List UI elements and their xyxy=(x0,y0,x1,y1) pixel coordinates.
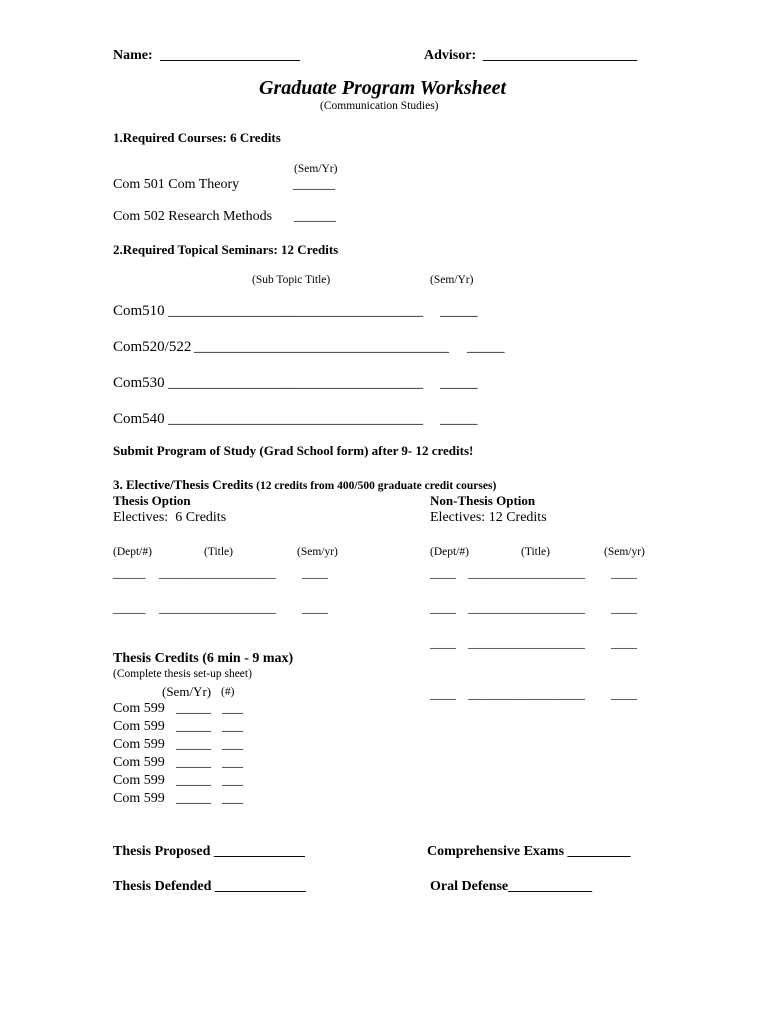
nonthesis-elective-1-semyr-field[interactable]: ____ xyxy=(611,565,637,580)
thesis-com599-4: Com 599 xyxy=(113,755,165,770)
thesis-credits-heading: Thesis Credits (6 min - 9 max) xyxy=(113,651,294,666)
thesis-proposed-field[interactable]: Thesis Proposed _____________ xyxy=(113,844,305,859)
submit-note: Submit Program of Study (Grad School form) after 9- 12 credits! xyxy=(113,443,474,458)
subtopic-label: (Sub Topic Title) xyxy=(252,274,331,286)
thesis-credits-semyr-label: (Sem/Yr) xyxy=(162,684,212,699)
seminar-com510: Com510 xyxy=(113,303,165,319)
thesis-com599-6-semyr-field[interactable]: _____ xyxy=(176,791,211,806)
nonthesis-option-label: Non-Thesis Option xyxy=(430,493,536,508)
nonthesis-electives-label: Electives: 12 Credits xyxy=(430,510,547,525)
seminar-com540-title-field[interactable]: __________________________________ xyxy=(168,411,423,427)
advisor-field[interactable]: ______________________ xyxy=(483,48,637,63)
required-courses-heading-credits: : 6 Credits xyxy=(222,130,281,145)
required-courses-heading xyxy=(113,131,281,144)
seminar-com520: Com520/522 xyxy=(113,339,192,355)
comprehensive-exams-field[interactable]: Comprehensive Exams _________ xyxy=(427,844,631,859)
name-field[interactable]: ____________________ xyxy=(160,48,300,63)
thesis-col-semyr: (Sem/yr) xyxy=(297,546,338,558)
thesis-com599-3-semyr-field[interactable]: _____ xyxy=(176,737,211,752)
nonthesis-elective-2-semyr-field[interactable]: ____ xyxy=(611,600,637,615)
seminar-com510-title-field[interactable]: __________________________________ xyxy=(168,303,423,319)
thesis-com599-3-num-field[interactable]: ___ xyxy=(222,737,243,752)
nonthesis-col-dept: (Dept/#) xyxy=(430,546,469,558)
thesis-com599-1-num-field[interactable]: ___ xyxy=(222,701,243,716)
thesis-com599-5: Com 599 xyxy=(113,773,165,788)
thesis-electives-label: Electives: 6 Credits xyxy=(113,510,227,525)
course-com501: Com 501 Com Theory xyxy=(113,177,240,192)
thesis-com599-4-num-field[interactable]: ___ xyxy=(222,755,243,770)
thesis-col-title: (Title) xyxy=(204,546,233,558)
thesis-elective-2-title-field[interactable]: __________________ xyxy=(159,600,276,615)
page-subtitle: (Communication Studies) xyxy=(320,100,439,112)
thesis-com599-2-semyr-field[interactable]: _____ xyxy=(176,719,211,734)
thesis-elective-2-semyr-field[interactable]: ____ xyxy=(302,600,328,615)
seminar-com530-semyr-field[interactable]: _____ xyxy=(440,375,478,391)
nonthesis-elective-3-semyr-field[interactable]: ____ xyxy=(611,635,637,650)
thesis-elective-2-dept-field[interactable]: _____ xyxy=(113,600,146,615)
elective-heading-main: 3. Elective/Thesis Credits xyxy=(113,477,254,492)
nonthesis-elective-4-dept-field[interactable]: ____ xyxy=(430,686,456,701)
elective-heading xyxy=(113,477,496,493)
thesis-com599-1-semyr-field[interactable]: _____ xyxy=(176,701,211,716)
course-com502: Com 502 Research Methods xyxy=(113,209,273,224)
course-com502-semyr-field[interactable]: ______ xyxy=(294,209,336,224)
nonthesis-elective-1-title-field[interactable]: __________________ xyxy=(468,565,585,580)
seminars-heading: 2.Required Topical Seminars: 12 Credits xyxy=(113,242,339,257)
thesis-com599-5-semyr-field[interactable]: _____ xyxy=(176,773,211,788)
nonthesis-elective-2-title-field[interactable]: __________________ xyxy=(468,600,585,615)
nonthesis-elective-2-dept-field[interactable]: ____ xyxy=(430,600,456,615)
seminar-com530: Com530 xyxy=(113,375,165,391)
required-semyr-label: (Sem/Yr) xyxy=(294,163,338,175)
nonthesis-elective-4-title-field[interactable]: __________________ xyxy=(468,686,585,701)
seminar-com520-semyr-field[interactable]: _____ xyxy=(467,339,505,355)
thesis-elective-1-dept-field[interactable]: _____ xyxy=(113,565,146,580)
course-com501-semyr-field[interactable]: ______ xyxy=(293,177,335,192)
oral-defense-field[interactable]: Oral Defense____________ xyxy=(430,879,593,894)
thesis-com599-6: Com 599 xyxy=(113,791,165,806)
nonthesis-col-semyr: (Sem/yr) xyxy=(604,546,645,558)
thesis-option-label: Thesis Option xyxy=(113,493,191,508)
thesis-com599-4-semyr-field[interactable]: _____ xyxy=(176,755,211,770)
nonthesis-elective-1-dept-field[interactable]: ____ xyxy=(430,565,456,580)
seminar-com540-semyr-field[interactable]: _____ xyxy=(440,411,478,427)
nonthesis-col-title: (Title) xyxy=(521,546,550,558)
seminar-com510-semyr-field[interactable]: _____ xyxy=(440,303,478,319)
thesis-com599-2-num-field[interactable]: ___ xyxy=(222,719,243,734)
thesis-col-dept: (Dept/#) xyxy=(113,546,152,558)
elective-heading-note: (12 credits from 400/500 graduate credit courses) xyxy=(253,480,497,492)
thesis-com599-1: Com 599 xyxy=(113,701,165,716)
thesis-com599-2: Com 599 xyxy=(113,719,165,734)
required-courses-heading-label: 1.Required Courses xyxy=(113,130,223,145)
thesis-com599-5-num-field[interactable]: ___ xyxy=(222,773,243,788)
seminar-com540: Com540 xyxy=(113,411,165,427)
thesis-com599-6-num-field[interactable]: ___ xyxy=(222,791,243,806)
page-title: Graduate Program Worksheet xyxy=(259,77,507,99)
thesis-credits-num-label: (#) xyxy=(221,686,235,698)
name-label: Name: xyxy=(113,48,153,63)
nonthesis-elective-3-title-field[interactable]: __________________ xyxy=(468,635,585,650)
advisor-label: Advisor: xyxy=(424,48,477,63)
thesis-defended-field[interactable]: Thesis Defended _____________ xyxy=(113,879,306,894)
seminar-com530-title-field[interactable]: __________________________________ xyxy=(168,375,423,391)
thesis-com599-3: Com 599 xyxy=(113,737,165,752)
thesis-credits-note: (Complete thesis set-up sheet) xyxy=(113,668,252,680)
nonthesis-elective-3-dept-field[interactable]: ____ xyxy=(430,635,456,650)
thesis-elective-1-semyr-field[interactable]: ____ xyxy=(302,565,328,580)
seminar-com520-title-field[interactable]: __________________________________ xyxy=(194,339,449,355)
thesis-elective-1-title-field[interactable]: __________________ xyxy=(159,565,276,580)
nonthesis-elective-4-semyr-field[interactable]: ____ xyxy=(611,686,637,701)
seminar-semyr-label: (Sem/Yr) xyxy=(430,274,474,286)
